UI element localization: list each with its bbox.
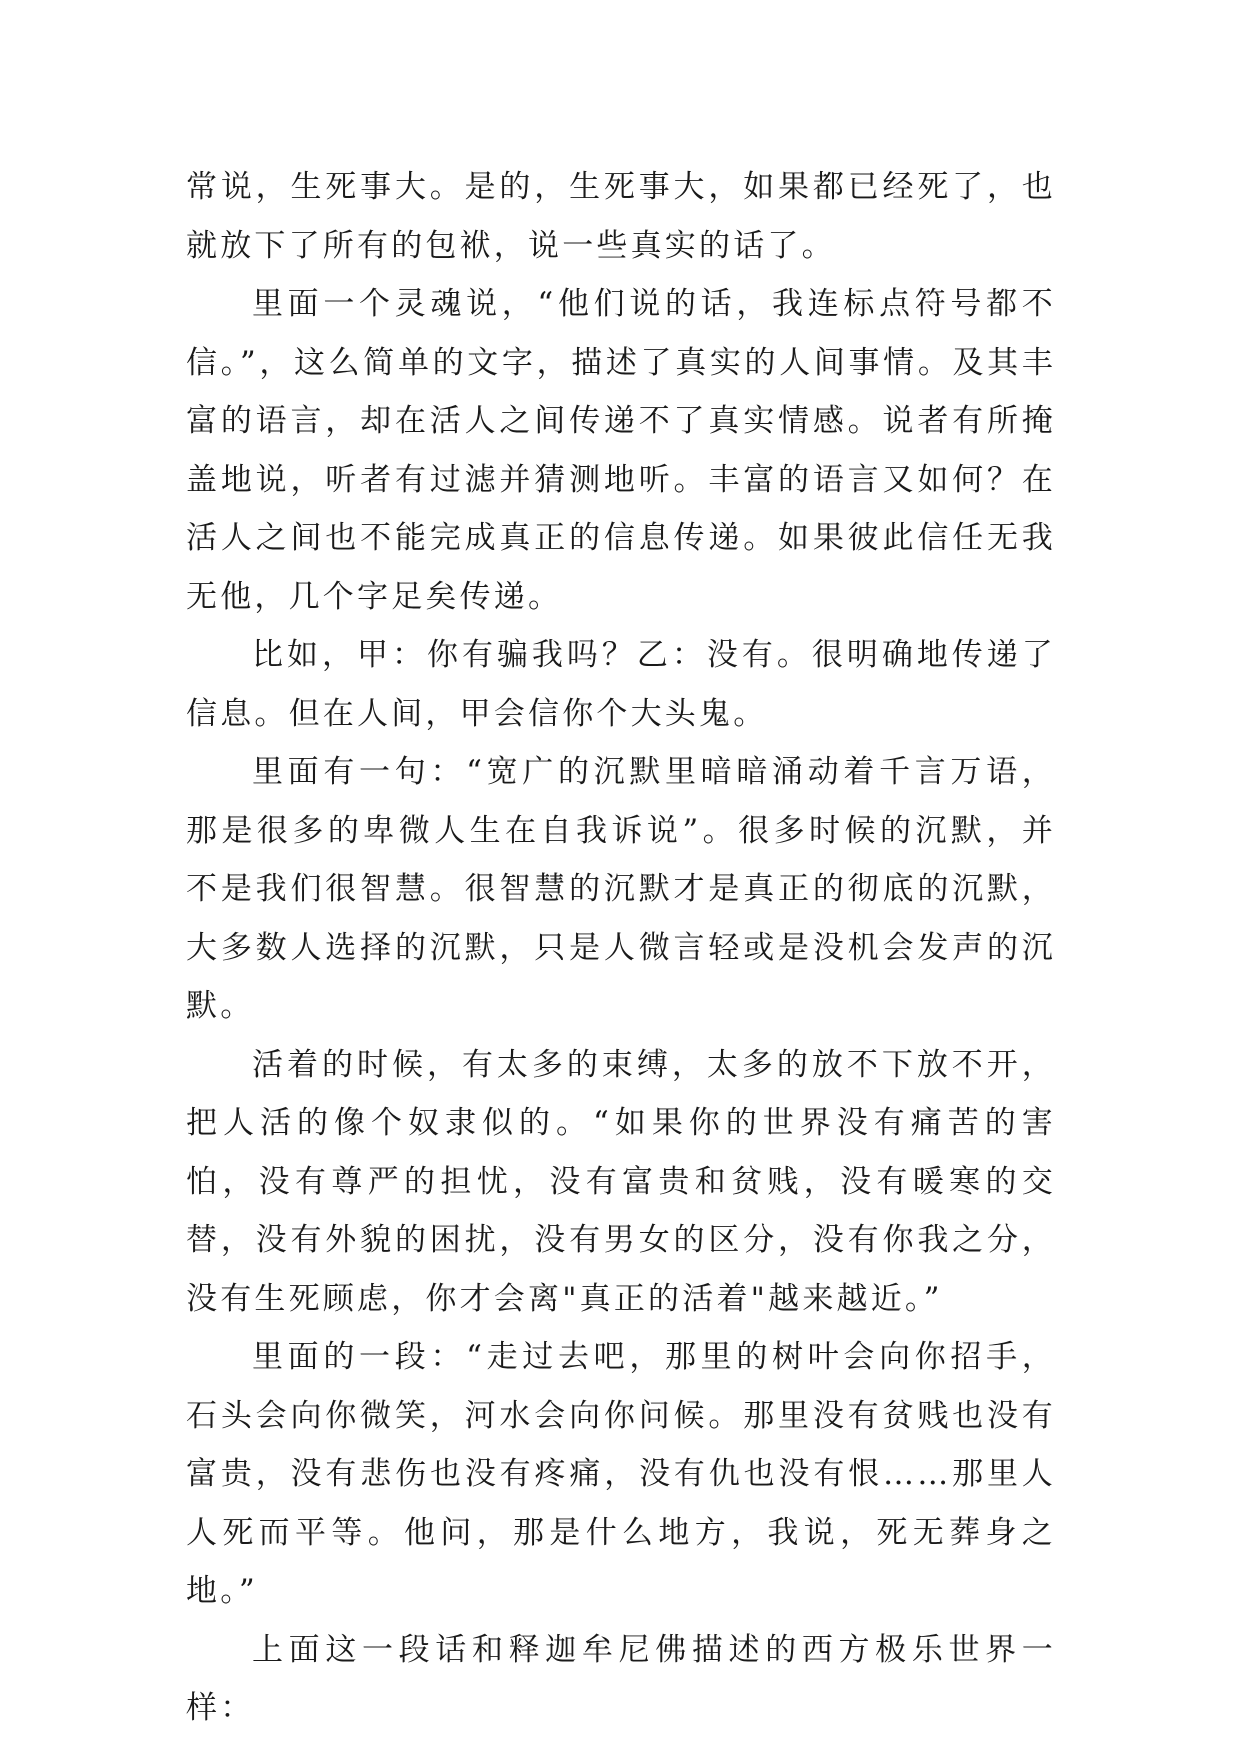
paragraph-4: 里面有一句：“宽广的沉默里暗暗涌动着千言万语，那是很多的卑微人生在自我诉说”。很多时候的沉默，并不是我们很智慧。很智慧的沉默才是真正的彻底的沉默，大多数人选择的沉默，只是人微言轻或是没机会发声的沉默。 (186, 754, 1056, 1024)
document-body (186, 158, 1056, 1738)
paragraph-3: 比如，甲：你有骗我吗？乙：没有。很明确地传递了信息。但在人间，甲会信你个大头鬼。 (186, 637, 1056, 732)
paragraph-1: 常说，生死事大。是的，生死事大，如果都已经死了，也就放下了所有的包袱，说一些真实的话了。 (186, 169, 1056, 264)
paragraph-7: 上面这一段话和释迦牟尼佛描述的西方极乐世界一样： (186, 1631, 1056, 1726)
paragraph-6: 里面的一段：“走过去吧，那里的树叶会向你招手，石头会向你微笑，河水会向你问候。那里没有贫贱也没有富贵，没有悲伤也没有疼痛，没有仇也没有恨……那里人人死而平等。他问，那是什么地方，我说，死无葬身之地。” (186, 1339, 1056, 1609)
paragraph-5: 活着的时候，有太多的束缚，太多的放不下放不开，把人活的像个奴隶似的。“如果你的世界没有痛苦的害怕，没有尊严的担忧，没有富贵和贫贱，没有暖寒的交替，没有外貌的困扰，没有男女的区分，没有你我之分，没有生死顾虑，你才会离"真正的活着"越来越近。” (186, 1046, 1056, 1317)
paragraph-2: 里面一个灵魂说，“他们说的话，我连标点符号都不信。”，这么简单的文字，描述了真实的人间事情。及其丰富的语言，却在活人之间传递不了真实情感。说者有所掩盖地说，听者有过滤并猜测地听。丰富的语言又如何？在活人之间也不能完成真正的信息传递。如果彼此信任无我无他，几个字足矣传递。 (186, 286, 1056, 615)
